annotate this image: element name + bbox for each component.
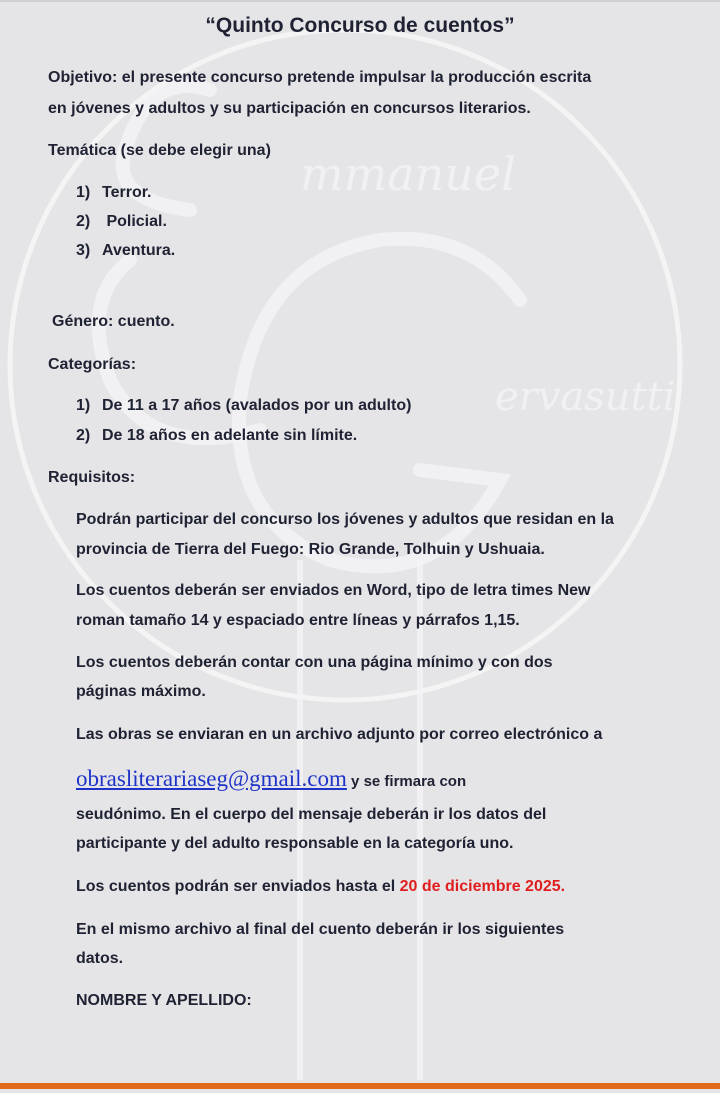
bottom-accent-bar bbox=[0, 1083, 720, 1089]
list-item-label: Terror. bbox=[102, 184, 152, 201]
genero: Género: cuento. bbox=[52, 313, 175, 330]
requisito-4-line-4: participante y del adulto responsable en la categoría uno. bbox=[76, 835, 514, 852]
requisito-4-line-1: Las obras se enviaran en un archivo adjunto por correo electrónico a bbox=[76, 726, 603, 743]
requisito-4-line-3: seudónimo. En el cuerpo del mensaje deberán ir los datos del bbox=[76, 806, 547, 823]
requisito-1-line-2: provincia de Tierra del Fuego: Rio Grande, Tolhuin y Ushuaia. bbox=[76, 541, 545, 558]
list-item-label: De 11 a 17 años (avalados por un adulto) bbox=[102, 397, 412, 414]
deadline-prefix: Los cuentos podrán ser enviados hasta el bbox=[76, 878, 400, 895]
objective-line-1: Objetivo: el presente concurso pretende impulsar la producción escrita bbox=[48, 69, 592, 86]
watermark-script-2: ervasutti bbox=[495, 374, 676, 420]
requisito-2-line-2: roman tamaño 14 y espaciado entre líneas y párrafos 1,15. bbox=[76, 612, 520, 629]
nombre-apellido-label: NOMBRE Y APELLIDO: bbox=[76, 992, 252, 1009]
deadline-line bbox=[76, 877, 565, 897]
requisito-2-line-1: Los cuentos deberán ser enviados en Word, tipo de letra times New bbox=[76, 582, 591, 599]
requisito-3-line-2: páginas máximo. bbox=[76, 683, 206, 700]
requisito-6-line-1: En el mismo archivo al final del cuento deberán ir los siguientes bbox=[76, 921, 565, 938]
requisito-6-line-2: datos. bbox=[76, 950, 124, 967]
tematica-item-3 bbox=[76, 241, 175, 261]
list-number: 1) bbox=[76, 397, 91, 414]
list-item-label: De 18 años en adelante sin límite. bbox=[102, 427, 358, 444]
email-tail-text: y se firmara con bbox=[346, 773, 467, 790]
categoria-item-2 bbox=[76, 426, 357, 446]
watermark-script-1: mmanuel bbox=[300, 147, 516, 201]
tematica-item-1 bbox=[76, 183, 152, 203]
list-number: 3) bbox=[76, 242, 91, 259]
deadline-date: 20 de diciembre 2025. bbox=[399, 878, 566, 895]
list-item-label: Policial. bbox=[102, 213, 167, 230]
list-number: 2) bbox=[76, 213, 91, 230]
email-link[interactable]: obrasliterariaseg@gmail.com bbox=[76, 766, 347, 791]
categorias-heading: Categorías: bbox=[48, 356, 137, 373]
requisito-3-line-1: Los cuentos deberán contar con una página mínimo y con dos bbox=[76, 654, 553, 671]
requisito-4-line-2 bbox=[76, 766, 466, 795]
list-number: 2) bbox=[76, 427, 91, 444]
objective-line-2: en jóvenes y adultos y su participación en concursos literarios. bbox=[48, 100, 531, 117]
requisito-1-line-1: Podrán participar del concurso los jóvenes y adultos que residan en la bbox=[76, 511, 614, 528]
tematica-item-2 bbox=[76, 212, 167, 232]
list-number: 1) bbox=[76, 184, 91, 201]
categoria-item-1 bbox=[76, 396, 411, 416]
page-title: “Quinto Concurso de cuentos” bbox=[205, 14, 515, 37]
list-item-label: Aventura. bbox=[102, 242, 176, 259]
tematica-heading: Temática (se debe elegir una) bbox=[48, 142, 271, 159]
requisitos-heading: Requisitos: bbox=[48, 469, 136, 486]
